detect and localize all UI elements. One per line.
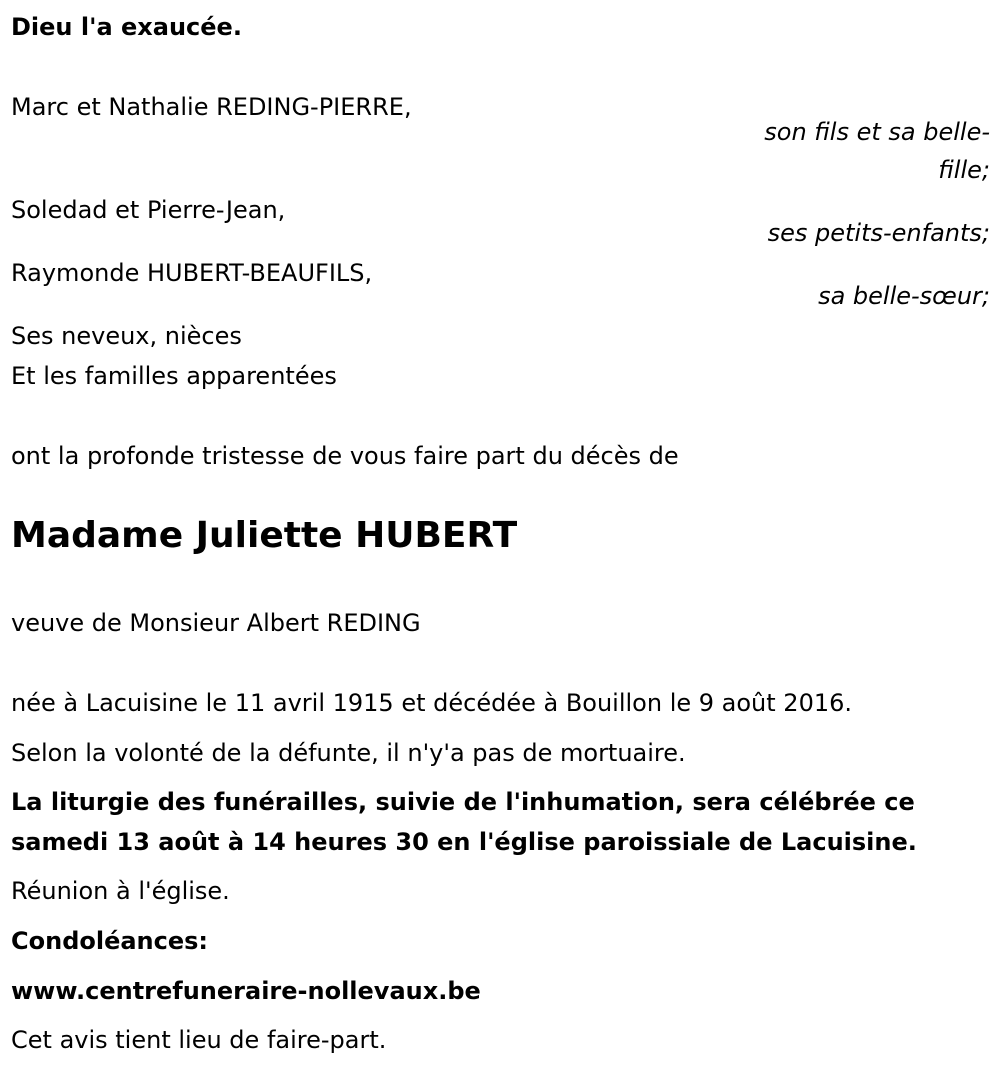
relative-relation-2: ses petits-enfants; xyxy=(767,219,990,247)
opening-line: Dieu l'a exaucée. xyxy=(11,13,242,41)
closing-line: Cet avis tient lieu de faire-part. xyxy=(11,1026,387,1054)
birth-death-line: née à Lacuisine le 11 avril 1915 et décédée à Bouillon le 9 août 2016. xyxy=(11,689,853,717)
relative-relation-1a: son fils et sa belle- xyxy=(764,118,990,146)
relative-relation-3: sa belle-sœur; xyxy=(818,282,990,310)
announcement-text: ont la profonde tristesse de vous faire part du décès de xyxy=(11,442,679,470)
liturgy-line-2: samedi 13 août à 14 heures 30 en l'église paroissiale de Lacuisine. xyxy=(11,828,917,856)
mortuary-line: Selon la volonté de la défunte, il n'y'a pas de mortuaire. xyxy=(11,739,686,767)
condolences-label: Condoléances: xyxy=(11,927,209,955)
reunion-line: Réunion à l'église. xyxy=(11,877,230,905)
relative-names-3: Raymonde HUBERT-BEAUFILS, xyxy=(11,259,373,287)
other-relatives-1: Ses neveux, nièces xyxy=(11,322,242,350)
deceased-name: Madame Juliette HUBERT xyxy=(11,515,518,556)
widow-of-line: veuve de Monsieur Albert REDING xyxy=(11,609,421,637)
condolences-url-link[interactable]: www.centrefuneraire-nollevaux.be xyxy=(11,977,481,1005)
relative-relation-1b: fille; xyxy=(938,156,990,184)
relative-names-1: Marc et Nathalie REDING-PIERRE, xyxy=(11,93,412,121)
liturgy-line-1: La liturgie des funérailles, suivie de l'inhumation, sera célébrée ce xyxy=(11,788,915,816)
other-relatives-2: Et les familles apparentées xyxy=(11,362,337,390)
relative-names-2: Soledad et Pierre-Jean, xyxy=(11,196,286,224)
